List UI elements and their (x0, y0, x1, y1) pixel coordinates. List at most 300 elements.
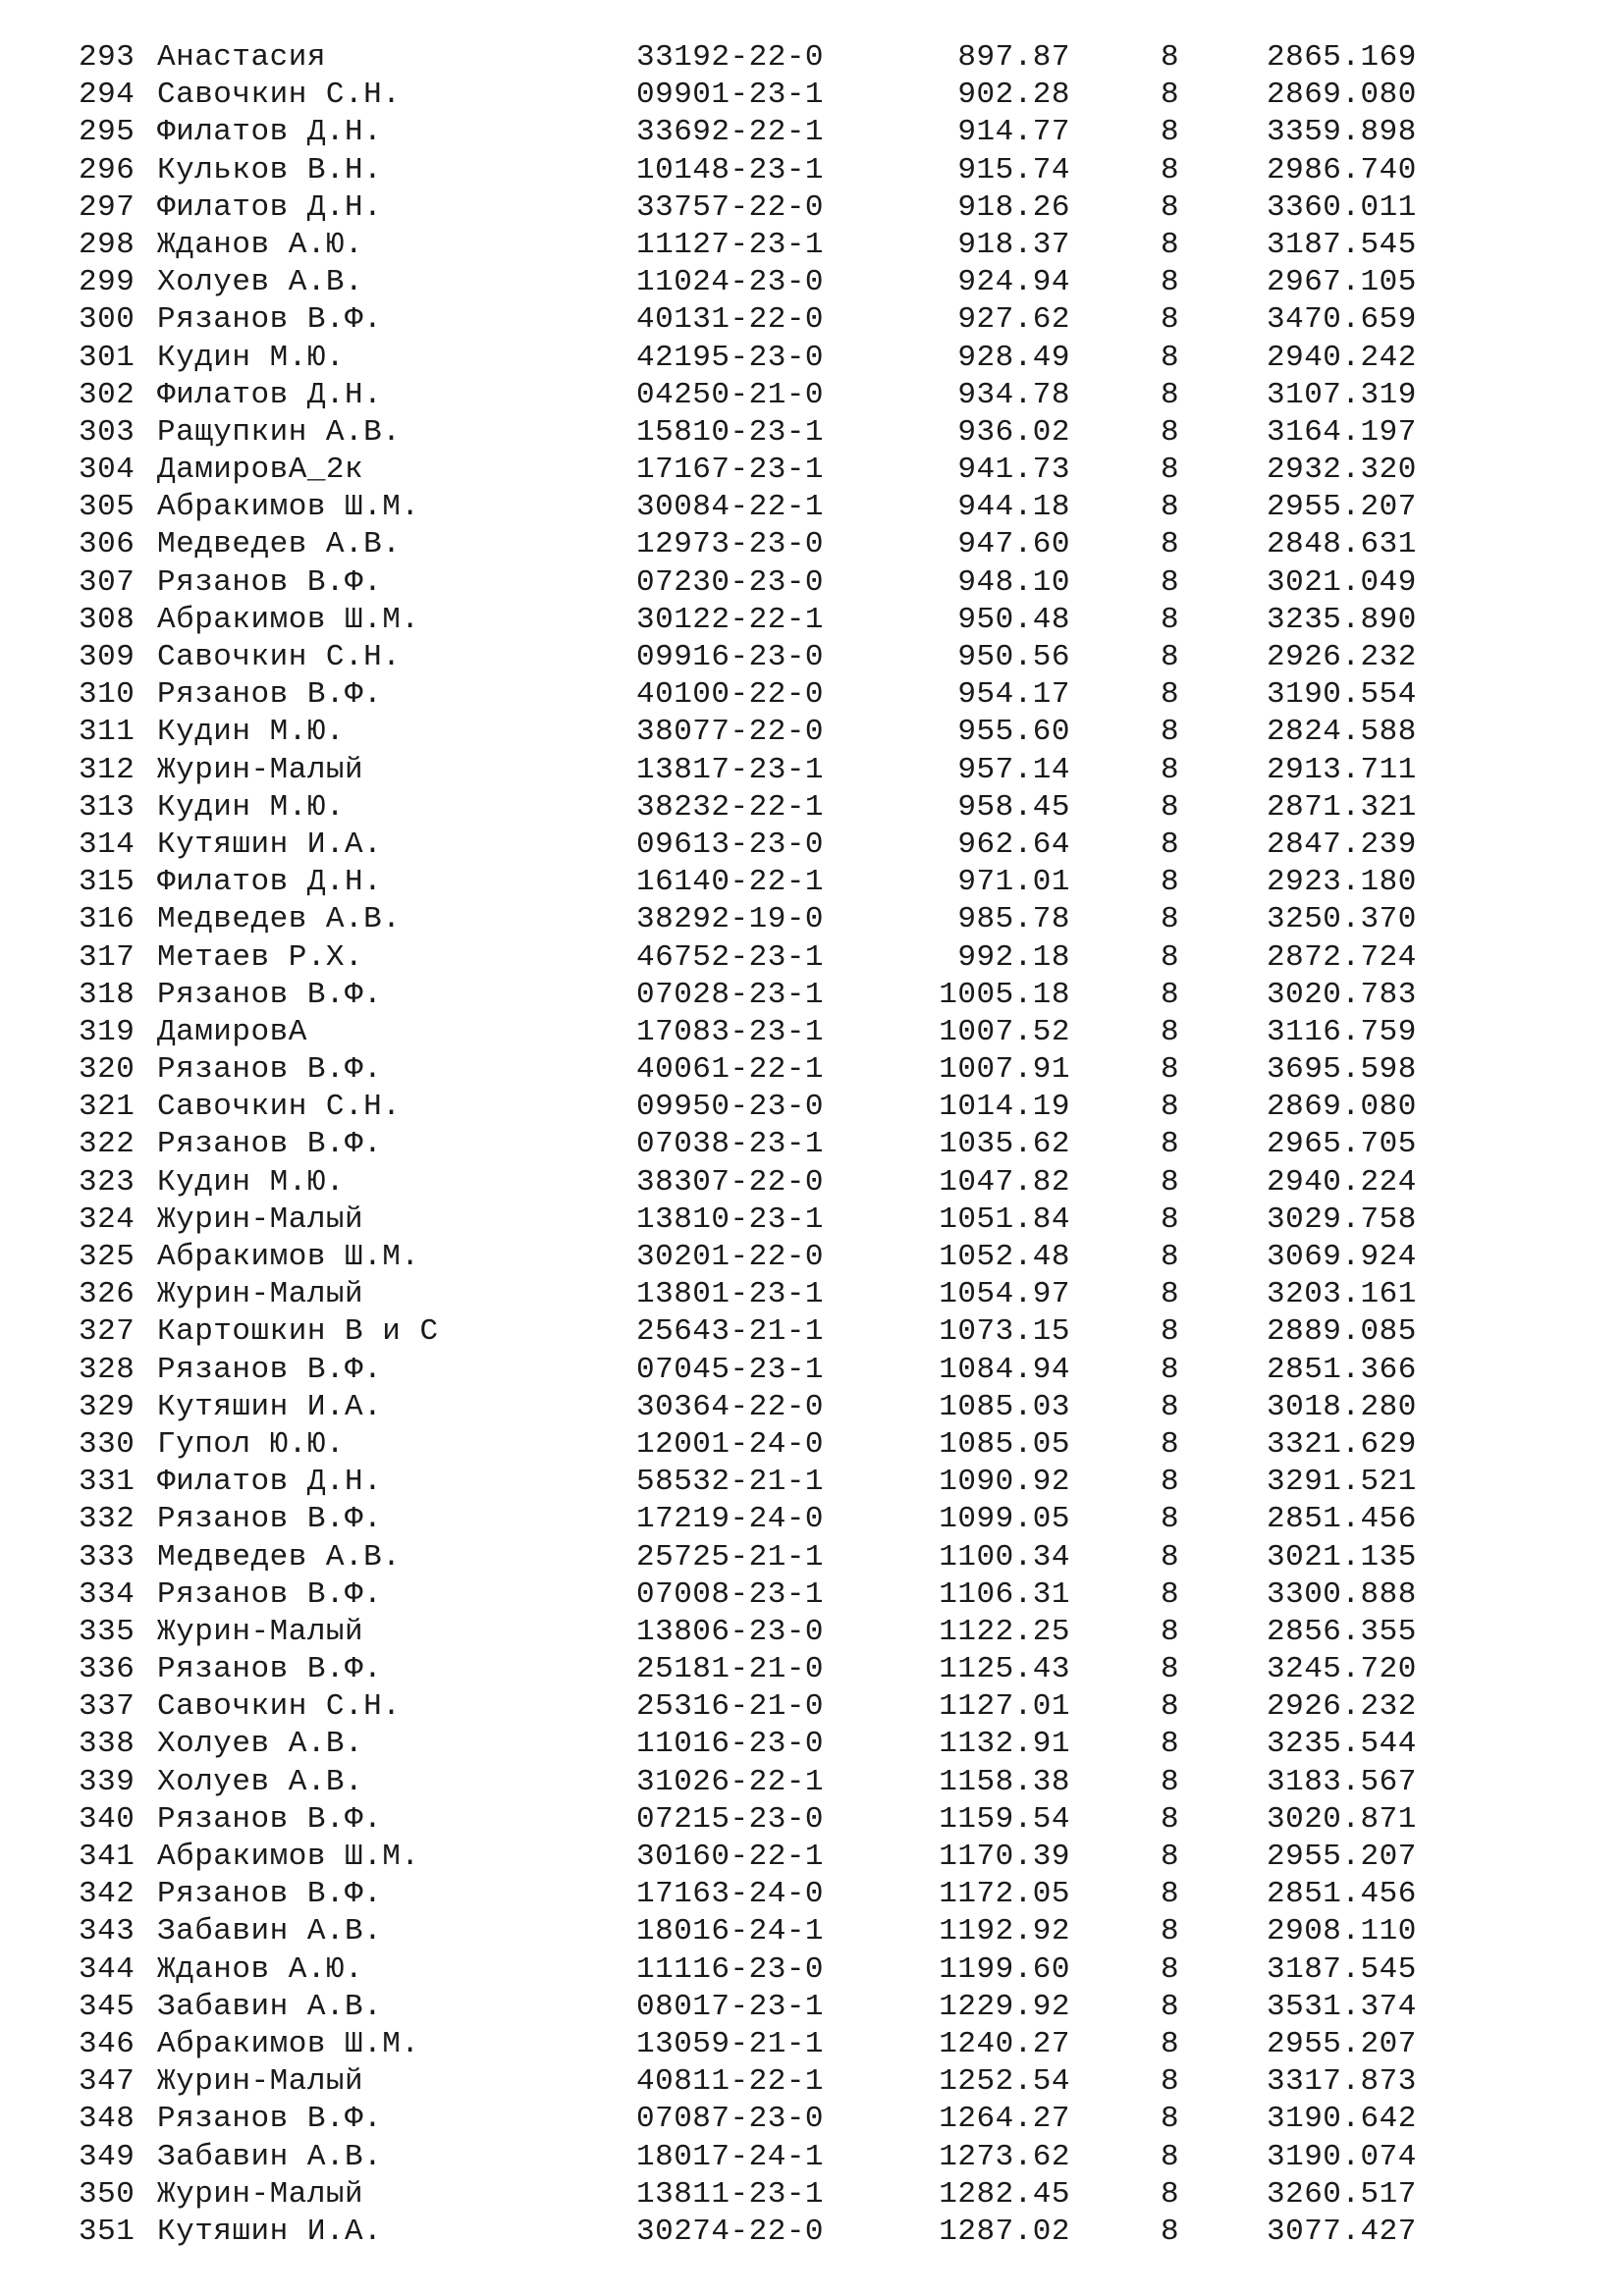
row-total: 3116.759 (1267, 1014, 1417, 1049)
row-name: Савочкин С.Н. (157, 1689, 402, 1725)
table-row (0, 639, 1624, 676)
row-code: 30274-22-0 (636, 2214, 825, 2249)
row-code: 11127-23-1 (636, 227, 825, 262)
row-total: 3245.720 (1267, 1652, 1417, 1687)
table-row (0, 2101, 1624, 2138)
row-name: Рязанов В.Ф. (157, 977, 383, 1012)
row-count: 8 (1161, 302, 1180, 338)
row-count: 8 (1161, 1314, 1180, 1350)
row-number: 310 (79, 677, 135, 713)
row-name: Рязанов В.Ф. (157, 1576, 383, 1612)
row-name: Кудин М.Ю. (157, 715, 346, 750)
table-row (0, 2026, 1624, 2063)
table-row (0, 1726, 1624, 1763)
row-name: Савочкин С.Н. (157, 1090, 402, 1125)
row-name: Рязанов В.Ф. (157, 1052, 383, 1088)
row-value: 1051.84 (939, 1201, 1070, 1237)
table-row (0, 189, 1624, 227)
table-row (0, 1313, 1624, 1351)
row-code: 07028-23-1 (636, 977, 825, 1012)
table-row (0, 414, 1624, 452)
row-total: 3300.888 (1267, 1576, 1417, 1612)
row-code: 40100-22-0 (636, 677, 825, 713)
row-code: 12973-23-0 (636, 527, 825, 562)
row-count: 8 (1161, 527, 1180, 562)
row-number: 302 (79, 377, 135, 412)
row-count: 8 (1161, 827, 1180, 862)
row-value: 950.48 (957, 602, 1070, 637)
row-total: 3107.319 (1267, 377, 1417, 412)
row-total: 3321.629 (1267, 1426, 1417, 1462)
table-row (0, 1576, 1624, 1614)
row-count: 8 (1161, 152, 1180, 187)
row-value: 1264.27 (939, 2102, 1070, 2137)
row-number: 311 (79, 715, 135, 750)
row-count: 8 (1161, 1840, 1180, 1874)
row-count: 8 (1161, 1502, 1180, 1537)
row-name: ДамировА (157, 1014, 307, 1049)
row-code: 38307-22-0 (636, 1164, 825, 1200)
row-code: 07230-23-0 (636, 564, 825, 600)
row-value: 934.78 (957, 377, 1070, 412)
row-code: 33757-22-0 (636, 189, 825, 225)
row-total: 2926.232 (1267, 1689, 1417, 1725)
row-code: 10148-23-1 (636, 152, 825, 187)
row-count: 8 (1161, 1052, 1180, 1088)
row-value: 1132.91 (939, 1727, 1070, 1762)
row-total: 3531.374 (1267, 1989, 1417, 2024)
document-table (0, 39, 1624, 2251)
row-name: Холуев А.В. (157, 1764, 364, 1799)
row-code: 04250-21-0 (636, 377, 825, 412)
table-row (0, 377, 1624, 414)
row-count: 8 (1161, 1727, 1180, 1762)
row-number: 322 (79, 1127, 135, 1162)
row-total: 3470.659 (1267, 302, 1417, 338)
table-row (0, 901, 1624, 938)
row-number: 299 (79, 265, 135, 300)
row-number: 303 (79, 414, 135, 450)
row-code: 11024-23-0 (636, 265, 825, 300)
row-number: 300 (79, 302, 135, 338)
table-row (0, 752, 1624, 789)
row-count: 8 (1161, 2139, 1180, 2174)
row-value: 1014.19 (939, 1090, 1070, 1125)
table-row (0, 77, 1624, 114)
row-code: 38077-22-0 (636, 715, 825, 750)
row-number: 344 (79, 1951, 135, 1987)
row-value: 927.62 (957, 302, 1070, 338)
row-count: 8 (1161, 1426, 1180, 1462)
row-name: ДамировА_2к (157, 453, 364, 488)
row-name: Журин-Малый (157, 2064, 364, 2100)
row-total: 3020.871 (1267, 1801, 1417, 1837)
row-count: 8 (1161, 564, 1180, 600)
row-count: 8 (1161, 1352, 1180, 1387)
row-name: Рязанов В.Ф. (157, 1801, 383, 1837)
row-value: 954.17 (957, 677, 1070, 713)
row-code: 33192-22-0 (636, 40, 825, 75)
row-value: 1100.34 (939, 1539, 1070, 1575)
row-number: 329 (79, 1389, 135, 1424)
row-total: 2824.588 (1267, 715, 1417, 750)
table-row (0, 1614, 1624, 1651)
row-value: 1172.05 (939, 1877, 1070, 1912)
row-code: 18017-24-1 (636, 2139, 825, 2174)
row-count: 8 (1161, 1240, 1180, 1274)
row-value: 1273.62 (939, 2139, 1070, 2174)
table-row (0, 152, 1624, 189)
row-number: 301 (79, 340, 135, 375)
row-name: Рязанов В.Ф. (157, 1352, 383, 1387)
row-value: 1199.60 (939, 1951, 1070, 1987)
row-value: 1252.54 (939, 2064, 1070, 2100)
row-value: 1090.92 (939, 1465, 1070, 1500)
row-count: 8 (1161, 1465, 1180, 1500)
row-count: 8 (1161, 1689, 1180, 1725)
row-name: Холуев А.В. (157, 265, 364, 300)
table-row (0, 39, 1624, 77)
row-total: 2940.242 (1267, 340, 1417, 375)
row-value: 936.02 (957, 414, 1070, 450)
row-name: Кудин М.Ю. (157, 789, 346, 825)
row-name: Забавин А.В. (157, 1914, 383, 1949)
table-row (0, 789, 1624, 827)
row-code: 30122-22-1 (636, 602, 825, 637)
row-count: 8 (1161, 902, 1180, 937)
row-number: 331 (79, 1465, 135, 1500)
table-row (0, 1352, 1624, 1389)
row-total: 3187.545 (1267, 1951, 1417, 1987)
row-code: 30160-22-1 (636, 1840, 825, 1874)
row-count: 8 (1161, 1576, 1180, 1612)
row-total: 2856.355 (1267, 1614, 1417, 1649)
row-code: 30201-22-0 (636, 1240, 825, 1274)
row-code: 16140-22-1 (636, 865, 825, 900)
row-total: 3235.890 (1267, 602, 1417, 637)
row-count: 8 (1161, 1014, 1180, 1049)
row-code: 07087-23-0 (636, 2102, 825, 2137)
row-value: 897.87 (957, 40, 1070, 75)
row-name: Абракимов Ш.М. (157, 602, 420, 637)
row-count: 8 (1161, 789, 1180, 825)
row-name: Журин-Малый (157, 1614, 364, 1649)
row-total: 2967.105 (1267, 265, 1417, 300)
row-value: 914.77 (957, 115, 1070, 150)
row-total: 2872.724 (1267, 939, 1417, 975)
row-total: 2871.321 (1267, 789, 1417, 825)
row-value: 1229.92 (939, 1989, 1070, 2024)
row-count: 8 (1161, 1164, 1180, 1200)
table-row (0, 489, 1624, 526)
table-row (0, 264, 1624, 301)
row-value: 992.18 (957, 939, 1070, 975)
row-value: 1085.05 (939, 1426, 1070, 1462)
row-name: Кудин М.Ю. (157, 340, 346, 375)
row-name: Гупол Ю.Ю. (157, 1426, 346, 1462)
table-row (0, 1051, 1624, 1089)
row-number: 314 (79, 827, 135, 862)
row-count: 8 (1161, 490, 1180, 525)
table-row (0, 939, 1624, 977)
row-name: Рязанов В.Ф. (157, 2102, 383, 2137)
row-count: 8 (1161, 189, 1180, 225)
row-count: 8 (1161, 265, 1180, 300)
row-count: 8 (1161, 1914, 1180, 1949)
row-value: 924.94 (957, 265, 1070, 300)
table-row (0, 1276, 1624, 1313)
table-row (0, 227, 1624, 264)
row-number: 309 (79, 640, 135, 674)
row-number: 312 (79, 752, 135, 787)
row-number: 343 (79, 1914, 135, 1949)
table-row (0, 864, 1624, 901)
row-value: 902.28 (957, 78, 1070, 113)
row-code: 09916-23-0 (636, 640, 825, 674)
row-code: 07215-23-0 (636, 1801, 825, 1837)
row-number: 306 (79, 527, 135, 562)
row-value: 958.45 (957, 789, 1070, 825)
row-value: 1099.05 (939, 1502, 1070, 1537)
row-total: 2851.456 (1267, 1502, 1417, 1537)
row-code: 08017-23-1 (636, 1989, 825, 2024)
row-number: 350 (79, 2176, 135, 2212)
row-name: Филатов Д.Н. (157, 1465, 383, 1500)
row-value: 971.01 (957, 865, 1070, 900)
row-number: 294 (79, 78, 135, 113)
row-count: 8 (1161, 1614, 1180, 1649)
row-value: 1085.03 (939, 1389, 1070, 1424)
table-row (0, 1164, 1624, 1201)
row-total: 3069.924 (1267, 1240, 1417, 1274)
table-row (0, 1089, 1624, 1126)
row-value: 1035.62 (939, 1127, 1070, 1162)
row-total: 3359.898 (1267, 115, 1417, 150)
row-value: 941.73 (957, 453, 1070, 488)
row-value: 1106.31 (939, 1576, 1070, 1612)
row-count: 8 (1161, 453, 1180, 488)
row-name: Рязанов В.Ф. (157, 677, 383, 713)
row-code: 40131-22-0 (636, 302, 825, 338)
row-number: 317 (79, 939, 135, 975)
row-total: 3187.545 (1267, 227, 1417, 262)
row-value: 948.10 (957, 564, 1070, 600)
table-row (0, 676, 1624, 714)
row-number: 339 (79, 1764, 135, 1799)
row-number: 295 (79, 115, 135, 150)
table-row (0, 1801, 1624, 1839)
row-name: Анастасия (157, 40, 326, 75)
row-name: Абракимов Ш.М. (157, 1240, 420, 1274)
row-total: 3021.135 (1267, 1539, 1417, 1575)
row-count: 8 (1161, 78, 1180, 113)
row-total: 3164.197 (1267, 414, 1417, 450)
row-number: 325 (79, 1240, 135, 1274)
row-name: Абракимов Ш.М. (157, 490, 420, 525)
row-total: 2913.711 (1267, 752, 1417, 787)
row-count: 8 (1161, 227, 1180, 262)
row-count: 8 (1161, 752, 1180, 787)
row-count: 8 (1161, 1764, 1180, 1799)
row-value: 928.49 (957, 340, 1070, 375)
row-total: 2848.631 (1267, 527, 1417, 562)
row-code: 17167-23-1 (636, 453, 825, 488)
row-name: Рязанов В.Ф. (157, 302, 383, 338)
row-number: 313 (79, 789, 135, 825)
row-total: 3020.783 (1267, 977, 1417, 1012)
row-total: 2847.239 (1267, 827, 1417, 862)
table-row (0, 2063, 1624, 2101)
table-row (0, 1239, 1624, 1276)
row-value: 1159.54 (939, 1801, 1070, 1837)
row-count: 8 (1161, 2026, 1180, 2061)
row-name: Журин-Малый (157, 1277, 364, 1312)
row-code: 30364-22-0 (636, 1389, 825, 1424)
row-name: Холуев А.В. (157, 1727, 364, 1762)
row-value: 1052.48 (939, 1240, 1070, 1274)
table-row (0, 2139, 1624, 2176)
table-row (0, 1651, 1624, 1688)
row-code: 09613-23-0 (636, 827, 825, 862)
row-number: 341 (79, 1840, 135, 1874)
row-number: 335 (79, 1614, 135, 1649)
row-code: 07038-23-1 (636, 1127, 825, 1162)
row-value: 1240.27 (939, 2026, 1070, 2061)
row-number: 349 (79, 2139, 135, 2174)
row-total: 3190.642 (1267, 2102, 1417, 2137)
row-name: Метаев Р.Х. (157, 939, 364, 975)
row-code: 13817-23-1 (636, 752, 825, 787)
row-total: 3291.521 (1267, 1465, 1417, 1500)
row-total: 2955.207 (1267, 2026, 1417, 2061)
row-total: 2955.207 (1267, 1840, 1417, 1874)
row-name: Жданов А.Ю. (157, 1951, 364, 1987)
row-total: 3021.049 (1267, 564, 1417, 600)
row-name: Забавин А.В. (157, 1989, 383, 2024)
row-number: 330 (79, 1426, 135, 1462)
table-row (0, 564, 1624, 602)
row-name: Абракимов Ш.М. (157, 2026, 420, 2061)
row-number: 351 (79, 2214, 135, 2249)
row-count: 8 (1161, 115, 1180, 150)
row-number: 340 (79, 1801, 135, 1837)
row-name: Кульков В.Н. (157, 152, 383, 187)
row-count: 8 (1161, 377, 1180, 412)
table-row (0, 602, 1624, 639)
row-value: 915.74 (957, 152, 1070, 187)
row-code: 25181-21-0 (636, 1652, 825, 1687)
table-row (0, 2176, 1624, 2214)
table-row (0, 1201, 1624, 1239)
row-total: 2965.705 (1267, 1127, 1417, 1162)
row-code: 11116-23-0 (636, 1951, 825, 1987)
row-total: 3190.074 (1267, 2139, 1417, 2174)
row-value: 985.78 (957, 902, 1070, 937)
row-total: 2955.207 (1267, 490, 1417, 525)
row-value: 1047.82 (939, 1164, 1070, 1200)
row-code: 13810-23-1 (636, 1201, 825, 1237)
table-row (0, 452, 1624, 489)
table-row (0, 1989, 1624, 2026)
row-code: 07008-23-1 (636, 1576, 825, 1612)
row-value: 957.14 (957, 752, 1070, 787)
row-number: 305 (79, 490, 135, 525)
row-name: Филатов Д.Н. (157, 115, 383, 150)
row-number: 324 (79, 1201, 135, 1237)
row-code: 13801-23-1 (636, 1277, 825, 1312)
table-row (0, 827, 1624, 864)
row-code: 17219-24-0 (636, 1502, 825, 1537)
row-number: 296 (79, 152, 135, 187)
row-code: 46752-23-1 (636, 939, 825, 975)
row-count: 8 (1161, 1090, 1180, 1125)
row-value: 1084.94 (939, 1352, 1070, 1387)
row-number: 320 (79, 1052, 135, 1088)
row-total: 3018.280 (1267, 1389, 1417, 1424)
row-total: 2923.180 (1267, 865, 1417, 900)
row-count: 8 (1161, 1989, 1180, 2024)
row-total: 2889.085 (1267, 1314, 1417, 1350)
row-value: 1054.97 (939, 1277, 1070, 1312)
row-total: 2865.169 (1267, 40, 1417, 75)
row-name: Рязанов В.Ф. (157, 1502, 383, 1537)
row-total: 2851.456 (1267, 1877, 1417, 1912)
row-count: 8 (1161, 602, 1180, 637)
row-name: Филатов Д.Н. (157, 189, 383, 225)
row-name: Журин-Малый (157, 1201, 364, 1237)
row-total: 3190.554 (1267, 677, 1417, 713)
row-total: 3250.370 (1267, 902, 1417, 937)
row-count: 8 (1161, 2064, 1180, 2100)
row-code: 30084-22-1 (636, 490, 825, 525)
row-number: 318 (79, 977, 135, 1012)
row-number: 315 (79, 865, 135, 900)
row-value: 918.26 (957, 189, 1070, 225)
table-row (0, 1688, 1624, 1726)
row-total: 3260.517 (1267, 2176, 1417, 2212)
row-code: 25316-21-0 (636, 1689, 825, 1725)
row-count: 8 (1161, 677, 1180, 713)
row-code: 38232-22-1 (636, 789, 825, 825)
row-total: 2869.080 (1267, 1090, 1417, 1125)
table-row (0, 340, 1624, 377)
row-total: 2986.740 (1267, 152, 1417, 187)
row-code: 17163-24-0 (636, 1877, 825, 1912)
row-code: 13806-23-0 (636, 1614, 825, 1649)
row-total: 3077.427 (1267, 2214, 1417, 2249)
row-number: 347 (79, 2064, 135, 2100)
row-value: 1192.92 (939, 1914, 1070, 1949)
row-name: Журин-Малый (157, 2176, 364, 2212)
table-row (0, 977, 1624, 1014)
row-code: 07045-23-1 (636, 1352, 825, 1387)
row-code: 13811-23-1 (636, 2176, 825, 2212)
row-count: 8 (1161, 865, 1180, 900)
row-value: 947.60 (957, 527, 1070, 562)
row-name: Картошкин В и С (157, 1314, 439, 1350)
row-code: 12001-24-0 (636, 1426, 825, 1462)
row-value: 1007.52 (939, 1014, 1070, 1049)
row-number: 348 (79, 2102, 135, 2137)
row-code: 17083-23-1 (636, 1014, 825, 1049)
row-value: 1127.01 (939, 1689, 1070, 1725)
row-number: 328 (79, 1352, 135, 1387)
row-value: 1007.91 (939, 1052, 1070, 1088)
table-row (0, 1539, 1624, 1576)
row-value: 1282.45 (939, 2176, 1070, 2212)
row-count: 8 (1161, 939, 1180, 975)
row-count: 8 (1161, 1277, 1180, 1312)
